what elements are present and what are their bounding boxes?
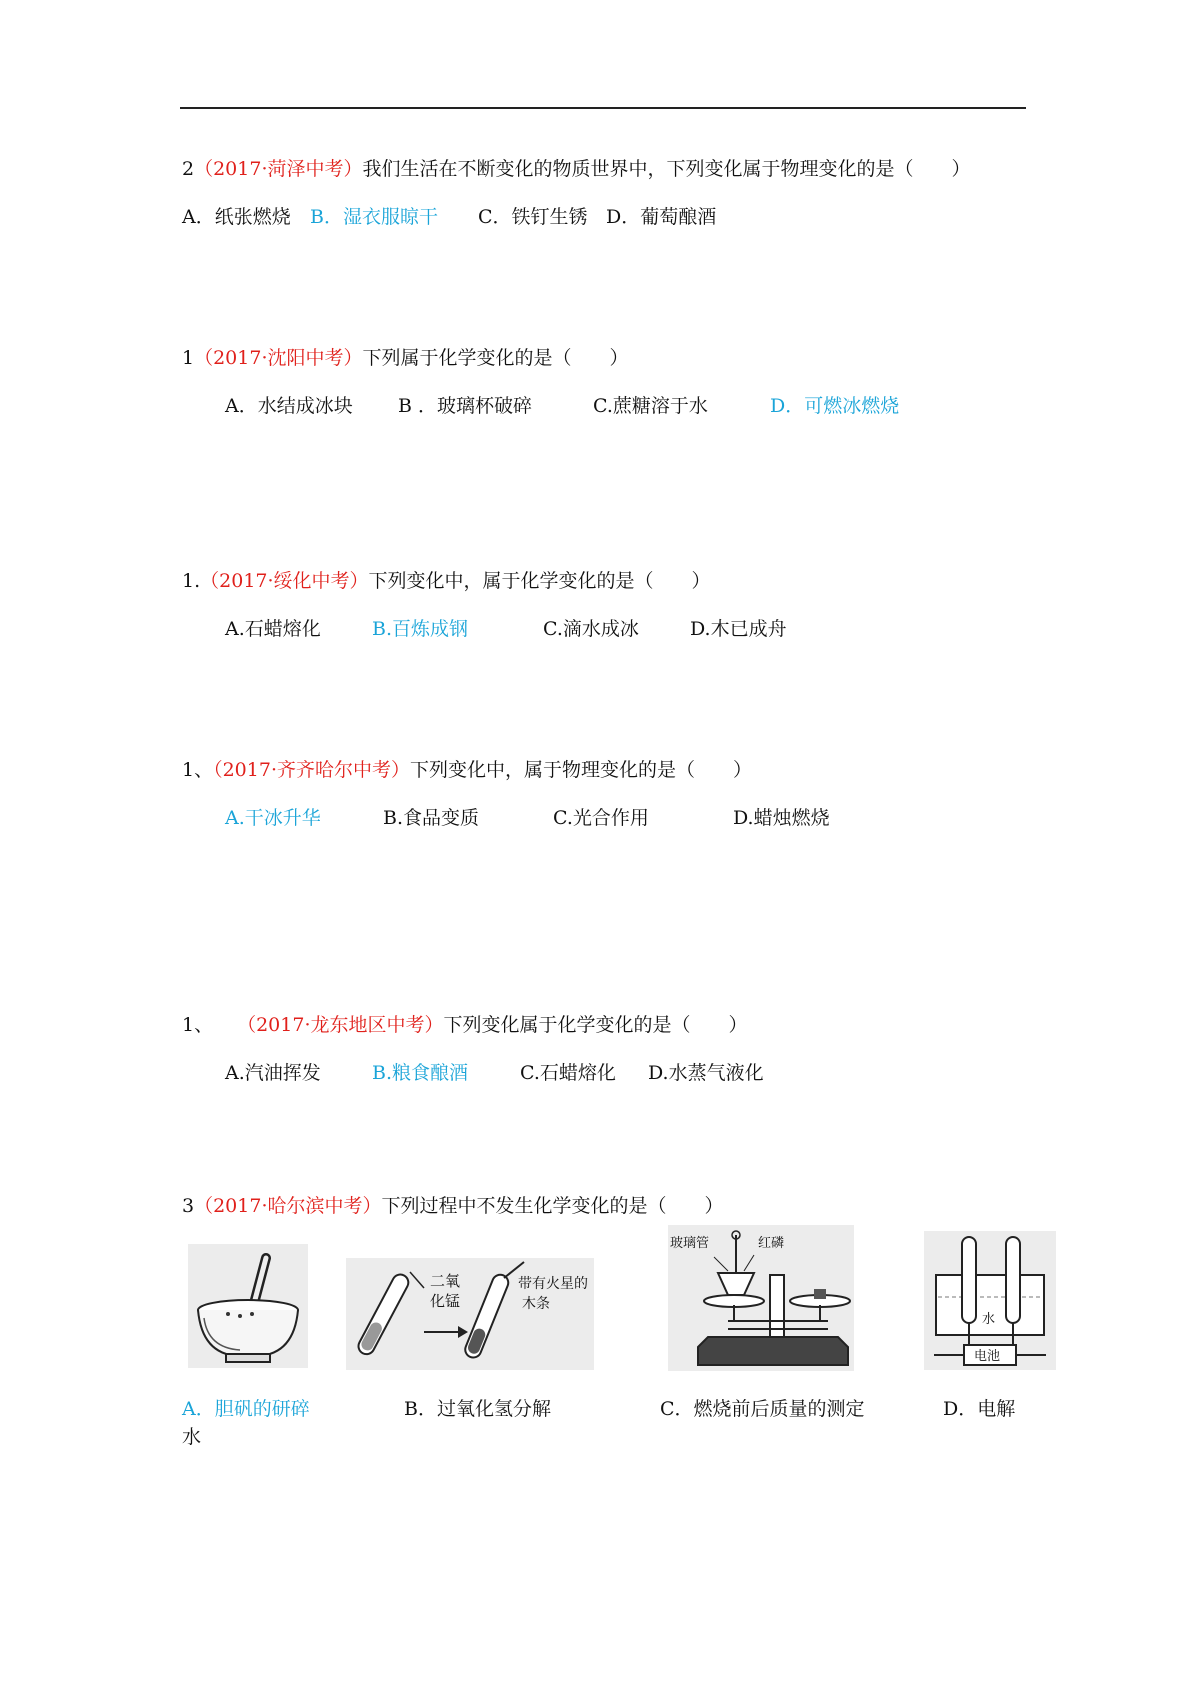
figure-label: 玻璃管 xyxy=(670,1236,710,1251)
question-1-option-d: D．葡萄酿酒 xyxy=(606,206,717,228)
question-6-stem xyxy=(182,1193,724,1219)
question-2-option-a: A．水结成冰块 xyxy=(225,395,353,417)
question-1-option-a: A．纸张燃烧 xyxy=(182,206,291,228)
question-source: （2017·哈尔滨中考） xyxy=(194,1195,382,1217)
figure-test-tubes xyxy=(346,1258,594,1370)
question-2-option-d-answer: D．可燃冰燃烧 xyxy=(770,395,900,417)
question-source: （2017·齐齐哈尔中考） xyxy=(213,759,410,781)
figure-label: 二氧 xyxy=(430,1272,461,1290)
question-5-option-d: D.水蒸气液化 xyxy=(648,1062,764,1084)
figure-label: 带有火星的 xyxy=(518,1276,588,1292)
question-source: （2017·绥化中考） xyxy=(200,570,369,592)
question-1-option-c: C．铁钉生锈 xyxy=(478,206,588,228)
figure-balance xyxy=(668,1225,854,1371)
question-number: 1 xyxy=(182,347,195,369)
question-4-option-d: D.蜡烛燃烧 xyxy=(733,807,830,829)
question-number: 1、 xyxy=(182,759,214,781)
question-text: 下列变化中，属于物理变化的是（ ） xyxy=(410,759,753,781)
question-6-option-d-wrap: 水 xyxy=(182,1426,202,1448)
question-3-option-a: A.石蜡熔化 xyxy=(225,618,321,640)
question-number: 1. xyxy=(182,570,201,592)
question-number: 2 xyxy=(182,158,195,180)
question-6-option-a-answer: A．胆矾的研碎 xyxy=(182,1398,310,1420)
question-number: 1、 xyxy=(182,1014,214,1036)
question-6-option-d: D．电解 xyxy=(943,1398,1016,1420)
question-4-option-b: B.食品变质 xyxy=(383,807,480,829)
figure-mortar-pestle xyxy=(188,1244,308,1368)
question-6-option-c: C．燃烧前后质量的测定 xyxy=(660,1398,865,1420)
question-5-option-b-answer: B.粮食酿酒 xyxy=(372,1062,469,1084)
figure-label: 红磷 xyxy=(758,1236,785,1251)
question-1-stem xyxy=(182,156,971,182)
question-3-option-c: C.滴水成冰 xyxy=(543,618,639,640)
figure-label: 化锰 xyxy=(430,1292,461,1310)
header-rule xyxy=(180,107,1026,109)
figure-label: 木条 xyxy=(522,1296,550,1312)
question-source: （2017·菏泽中考） xyxy=(194,158,363,180)
question-number: 3 xyxy=(182,1195,195,1217)
question-4-option-a-answer: A.干冰升华 xyxy=(225,807,321,829)
question-source: （2017·龙东地区中考） xyxy=(237,1014,444,1036)
question-text: 下列过程中不发生化学变化的是（ ） xyxy=(381,1195,724,1217)
question-1-option-b-answer: B．湿衣服晾干 xyxy=(310,206,438,228)
question-3-option-d: D.木已成舟 xyxy=(690,618,787,640)
question-5-option-a: A.汽油挥发 xyxy=(225,1062,321,1084)
question-3-option-b-answer: B.百炼成钢 xyxy=(372,618,469,640)
question-5-option-c: C.石蜡熔化 xyxy=(520,1062,616,1084)
question-text: 我们生活在不断变化的物质世界中，下列变化属于物理变化的是（ ） xyxy=(362,158,971,180)
question-text: 下列变化中，属于化学变化的是（ ） xyxy=(368,570,711,592)
question-5-stem xyxy=(182,1012,748,1038)
question-source: （2017·沈阳中考） xyxy=(194,347,363,369)
question-3-stem xyxy=(182,568,711,594)
figure-label: 水 xyxy=(982,1312,996,1327)
question-6-option-b: B．过氧化氢分解 xyxy=(404,1398,551,1420)
question-4-stem xyxy=(182,757,752,783)
question-2-option-c: C.蔗糖溶于水 xyxy=(593,395,708,417)
question-4-option-c: C.光合作用 xyxy=(553,807,649,829)
question-2-option-b: B ．玻璃杯破碎 xyxy=(398,395,533,417)
question-text: 下列属于化学变化的是（ ） xyxy=(362,347,629,369)
figure-electrolysis xyxy=(924,1231,1056,1370)
figure-label: 电池 xyxy=(974,1349,1001,1364)
question-2-stem xyxy=(182,345,629,371)
question-text: 下列变化属于化学变化的是（ ） xyxy=(443,1014,748,1036)
